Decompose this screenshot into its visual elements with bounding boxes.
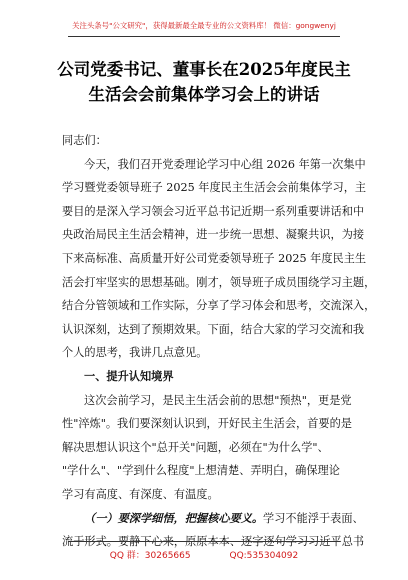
document-body [62,129,376,554]
document-title [0,57,408,107]
salutation: 同志们： [62,134,107,147]
paragraph-line: 解决思想认识这个"总开关"问题，必须在"为什么学"、 [62,440,329,454]
title-line-2: 生活会会前集体学习会上的讲话 [88,85,320,104]
footer-divider [68,541,340,542]
paragraph-line: 认识深刻，达到了预期效果。下面，结合大家的学习交流和我 [62,322,365,336]
paragraph-line: 结合分管领域和工作实际，分享了学习体会和思考，交流深入， [62,299,376,313]
paragraph-line: 活会打牢坚实的思想基础。刚才，领导班子成员围绕学习主题， [62,275,376,289]
paragraph-line: 个人的思考，我讲几点意见。 [62,346,208,360]
header-divider [68,36,340,37]
paragraph-line: 流于形式。要静下心来，原原本本、逐字逐句学习习近平总书 [62,535,365,549]
paragraph-line: 学习有高度、有深度、有温度。 [62,487,219,501]
paragraph-text: 学习不能浮于表面、 [263,511,364,525]
paragraph-line: 央政治局民主生活会精神，进一步统一思想、凝聚共识，为接 [62,228,365,242]
footer-qq-contact: QQ:535304092 [229,551,299,561]
footer-qq-group: QQ 群：30265665 [109,551,191,561]
subsection-heading: （一）要深学细悟，把握核心要义。 [84,510,264,525]
header-banner: 关注头条号"公文研究"，获得最新最全最专业的公文资料库！ 微信：gongwenyj [72,21,336,30]
paragraph-line: 学习暨党委领导班子 2025 年度民主生活会会前集体学习，主 [62,181,367,195]
title-line-1: 公司党委书记、董事长在2025年度民主 [57,60,351,79]
paragraph-line: 要目的是深入学习领会习近平总书记近期一系列重要讲话和中 [62,204,365,218]
paragraph-line: 下来高标准、高质量开好公司党委领导班子 2025 年度民主生 [62,251,367,265]
paragraph-line: 这次会前学习，是民主生活会前的思想"预热"，更是党 [84,393,352,407]
paragraph-line [62,507,364,531]
footer [0,548,408,561]
paragraph-line: 今天，我们召开党委理论学习中心组 2026 年第一次集中 [84,157,366,171]
paragraph-line: 性"淬炼"。我们要深刻认识到，开好民主生活会，首要的是 [62,417,352,431]
paragraph-line: "学什么"、"学到什么程度"上想清楚、弄明白，确保理论 [62,464,340,478]
section-heading: 一、提升认知境界 [84,369,174,383]
